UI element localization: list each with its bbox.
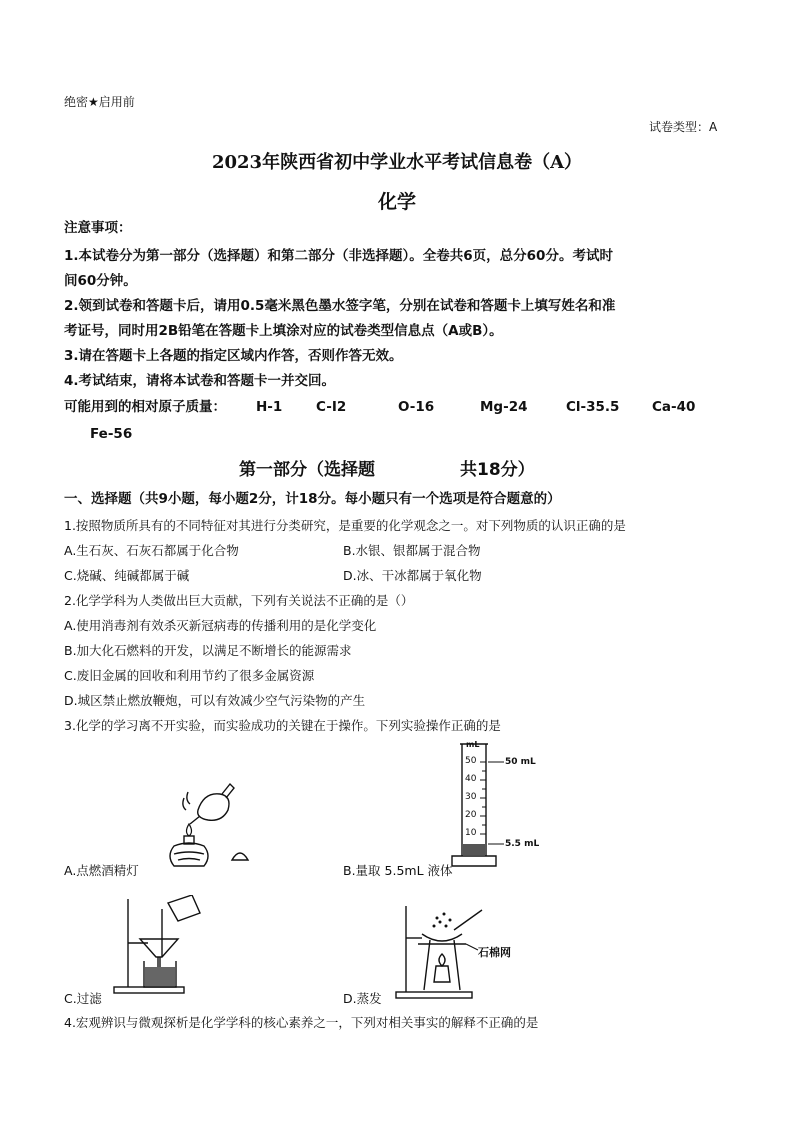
atomic-mass-item: Mg-24 (480, 399, 528, 415)
notice-item: 2.领到试卷和答题卡后，请用0.5毫米黑色墨水签字笔，分别在试卷和答题卡上填写姓名和准 (64, 298, 616, 314)
cylinder-label-top: 50 mL (505, 757, 536, 767)
cylinder-tick: 20 (465, 810, 477, 820)
alcohol-lamp-figure (160, 780, 260, 875)
notice-item: 间60分钟。 (64, 273, 137, 289)
q4-stem: 4.宏观辨识与微观探析是化学学科的核心素养之一，下列对相关事实的解释不正确的是 (64, 1015, 539, 1030)
q3-option-d: D.蒸发 (343, 991, 382, 1006)
notice-heading: 注意事项： (64, 220, 132, 236)
secret-label: 绝密★启用前 (64, 95, 135, 109)
atomic-mass-label: 可能用到的相对原子质量： (64, 399, 226, 415)
q3-stem: 3.化学的学习离不开实验，而实验成功的关键在于操作。下列实验操作正确的是 (64, 718, 501, 733)
section-heading: 一、选择题（共9小题，每小题2分，计18分。每小题只有一个选项是符合题意的） (64, 491, 561, 507)
q1-stem: 1.按照物质所具有的不同特征对其进行分类研究，是重要的化学观念之一。对下列物质的认识正确的是 (64, 518, 626, 533)
notice-item: 考证号，同时用2B铅笔在答题卡上填涂对应的试卷类型信息点（A或B）。 (64, 323, 503, 339)
cylinder-tick: 30 (465, 792, 477, 802)
q2-stem: 2.化学学科为人类做出巨大贡献，下列有关说法不正确的是（） (64, 593, 414, 608)
atomic-mass-item: Fe-56 (90, 426, 133, 442)
notice-item: 1.本试卷分为第一部分（选择题）和第二部分（非选择题）。全卷共6页，总分60分。考试时 (64, 248, 613, 264)
q1-option-b: B.水银、银都属于混合物 (343, 543, 481, 558)
cylinder-tick: 10 (465, 828, 477, 838)
q3-option-a: A.点燃酒精灯 (64, 863, 139, 878)
q1-option-c: C.烧碱、纯碱都属于碱 (64, 568, 190, 583)
part1-title: 第一部分（选择题 (239, 460, 375, 480)
atomic-mass-list (64, 395, 744, 445)
cylinder-tick: 50 (465, 756, 477, 766)
subject-title: 化学 (377, 191, 416, 213)
atomic-mass-item: H-1 (256, 399, 283, 415)
q2-option-c: C.废旧金属的回收和利用节约了很多金属资源 (64, 668, 315, 683)
q1-option-d: D.冰、干冰都属于氧化物 (343, 568, 482, 583)
q1-option-a: A.生石灰、石灰石都属于化合物 (64, 543, 239, 558)
notice-item: 4.考试结束，请将本试卷和答题卡一并交回。 (64, 373, 336, 389)
q2-option-a: A.使用消毒剂有效杀灭新冠病毒的传播利用的是化学变化 (64, 618, 377, 633)
part1-total: 共18分） (460, 460, 535, 480)
cylinder-tick: 40 (465, 774, 477, 784)
paper-type-label: 试卷类型：A (649, 120, 718, 134)
q3-option-c: C.过滤 (64, 991, 102, 1006)
atomic-mass-item: Cl-35.5 (566, 399, 620, 415)
filtration-figure (100, 895, 210, 995)
notice-item: 3.请在答题卡上各题的指定区域内作答，否则作答无效。 (64, 348, 403, 364)
atomic-mass-item: O-16 (398, 399, 435, 415)
atomic-mass-item: Ca-40 (652, 399, 696, 415)
exam-title: 2023年陕西省初中学业水平考试信息卷（A） (211, 152, 583, 173)
cylinder-label-bottom: 5.5 mL (505, 839, 540, 849)
cylinder-unit: mL (466, 740, 480, 749)
q3-option-b: B.量取 5.5mL 液体 (343, 863, 453, 878)
q2-option-b: B.加大化石燃料的开发，以满足不断增长的能源需求 (64, 643, 352, 658)
gauze-label: 石棉网 (478, 946, 511, 959)
q2-option-d: D.城区禁止燃放鞭炮，可以有效减少空气污染物的产生 (64, 693, 366, 708)
atomic-mass-item: C-I2 (316, 399, 347, 415)
